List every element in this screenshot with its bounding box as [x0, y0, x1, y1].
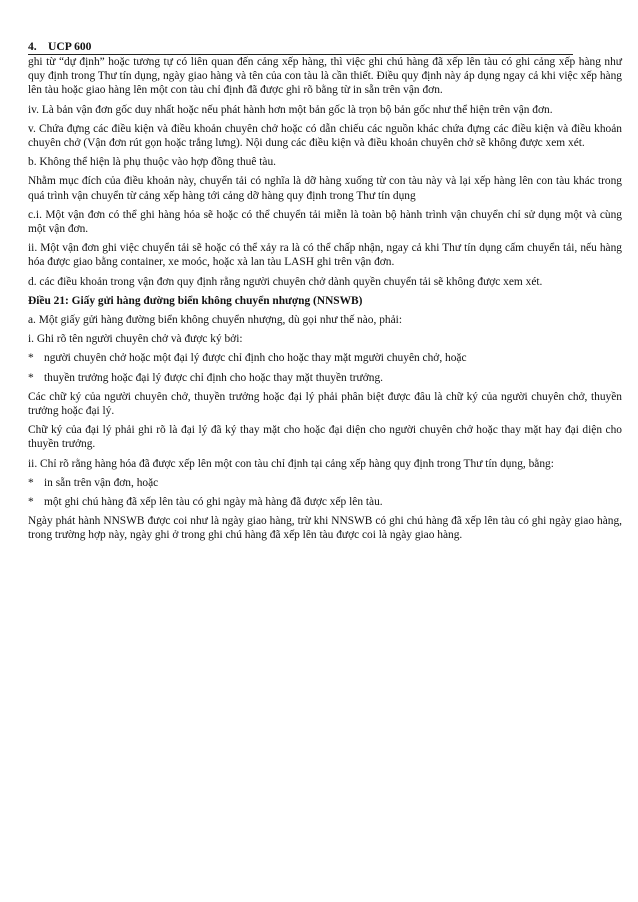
list-item [28, 476, 622, 490]
paragraph-c-ii: ii. Một vận đơn ghi việc chuyển tải sẽ hoặc có thể xảy ra là có thể chấp nhận, ngay cả khi Thư tín dụng cấm chuyển tải, nếu hàng hóa được giao bằng container, xe moóc, hoặc xà lan tàu LASH ghi trên vận đơn. [28, 242, 622, 269]
signature-note: Các chữ ký của người chuyên chở, thuyền trưởng hoặc đại lý phải phân biệt được đâu là chữ ký của người chuyên chở, thuyền trưởng hoặc đại lý. [28, 390, 622, 418]
article-21-a: a. Một giấy gửi hàng đường biển không chuyển nhượng, dù gọi như thế nào, phải: [28, 314, 402, 327]
list-item [28, 495, 622, 509]
agent-note: Chữ ký của đại lý phải ghi rõ là đại lý đã ký thay mặt cho hoặc đại diện cho người chuyên chở hoặc thay mặt hay đại diện cho thuyền trưởng. [28, 424, 622, 451]
method-preprinted: in sẵn trên vận đơn, hoặc [44, 476, 159, 489]
paragraph-d: d. các điều khoản trong vận đơn quy định rằng người chuyên chở dành quyền chuyển tải sẽ không được xem xét. [28, 275, 543, 288]
document-page [28, 40, 622, 548]
list-item [28, 371, 622, 385]
list-item [28, 351, 622, 365]
closing-paragraph: Ngày phát hành NNSWB được coi như là ngày giao hàng, trừ khi NNSWB có ghi chú hàng đã xếp lên tàu có ghi ngày giao hàng, trong trường hợp này, ngày ghi ở trong ghi chú hàng đã xếp lên tàu được coi là ngày giao hàng. [28, 515, 622, 542]
paragraph-c-i: c.i. Một vận đơn có thể ghi hàng hóa sẽ hoặc có thể chuyển tải miễn là toàn bộ hành trình vận chuyển chỉ sử dụng một và cùng một vận đơn. [28, 208, 622, 236]
signer-carrier: người chuyên chở hoặc một đại lý được chỉ định cho hoặc thay mặt mgười chuyên chở, hoặc [44, 352, 467, 365]
bullet-mark: * [28, 371, 34, 384]
bullet-mark: * [28, 476, 34, 489]
article-21-i: i. Ghi rõ tên người chuyên chở và được ký bởi: [28, 333, 243, 346]
article-21-ii: ii. Chỉ rõ rằng hàng hóa đã được xếp lên một con tàu chỉ định tại cảng xếp hàng quy định trong Thư tín dụng, bằng: [28, 457, 554, 470]
signer-master: thuyền trưởng hoặc đại lý được chỉ định cho hoặc thay mặt thuyền trưởng. [44, 371, 383, 384]
bullet-mark: * [28, 496, 34, 509]
paragraph-loading-note: ghi từ “dự định” hoặc tương tự có liên quan đến cảng xếp hàng, thì việc ghi chú hàng đã xếp lên tàu có ghi cảng xếp hàng như quy định trong Thư tín dụng, ngày giao hàng và tên của con tàu là cần thiết. Điều quy định này áp dụng ngay cả khi việc xếp hàng lên tàu hoặc giao hàng lên một con tàu chỉ định đã được ghi rõ bằng từ in sẵn trên vận đơn. [28, 56, 622, 97]
paragraph-iv: iv. Là bản vận đơn gốc duy nhất hoặc nếu phát hành hơn một bản gốc là trọn bộ bản gốc như thể hiện trên vận đơn. [28, 103, 553, 116]
paragraph-b: b. Không thể hiện là phụ thuộc vào hợp đồng thuê tàu. [28, 156, 277, 169]
bullet-mark: * [28, 352, 34, 365]
article-21-title: Điều 21: Giấy gửi hàng đường biển không chuyển nhượng (NNSWB) [28, 294, 363, 307]
method-onboard-notation: một ghi chú hàng đã xếp lên tàu có ghi ngày mà hàng đã được xếp lên tàu. [44, 496, 383, 509]
section-number: 4. [28, 40, 37, 53]
section-title: UCP 600 [48, 40, 92, 53]
section-heading [28, 40, 573, 55]
paragraph-v: v. Chứa đựng các điều kiện và điều khoản chuyên chở hoặc có dẫn chiếu các nguồn khác chứa đựng các điều kiện và điều khoản chuyên chở (Vận đơn rút gọn hoặc trắng lưng). Nội dung các điều kiện và điều khoản chuyên chở sẽ không được xem xét. [28, 122, 622, 150]
paragraph-transhipment-definition: Nhằm mục đích của điều khoản này, chuyển tải có nghĩa là dỡ hàng xuống từ con tàu này và lại xếp hàng lên con tàu khác trong quá trình vận chuyển từ cảng xếp hàng tới cảng dỡ hàng quy định trong Thư tín dụng [28, 175, 622, 202]
